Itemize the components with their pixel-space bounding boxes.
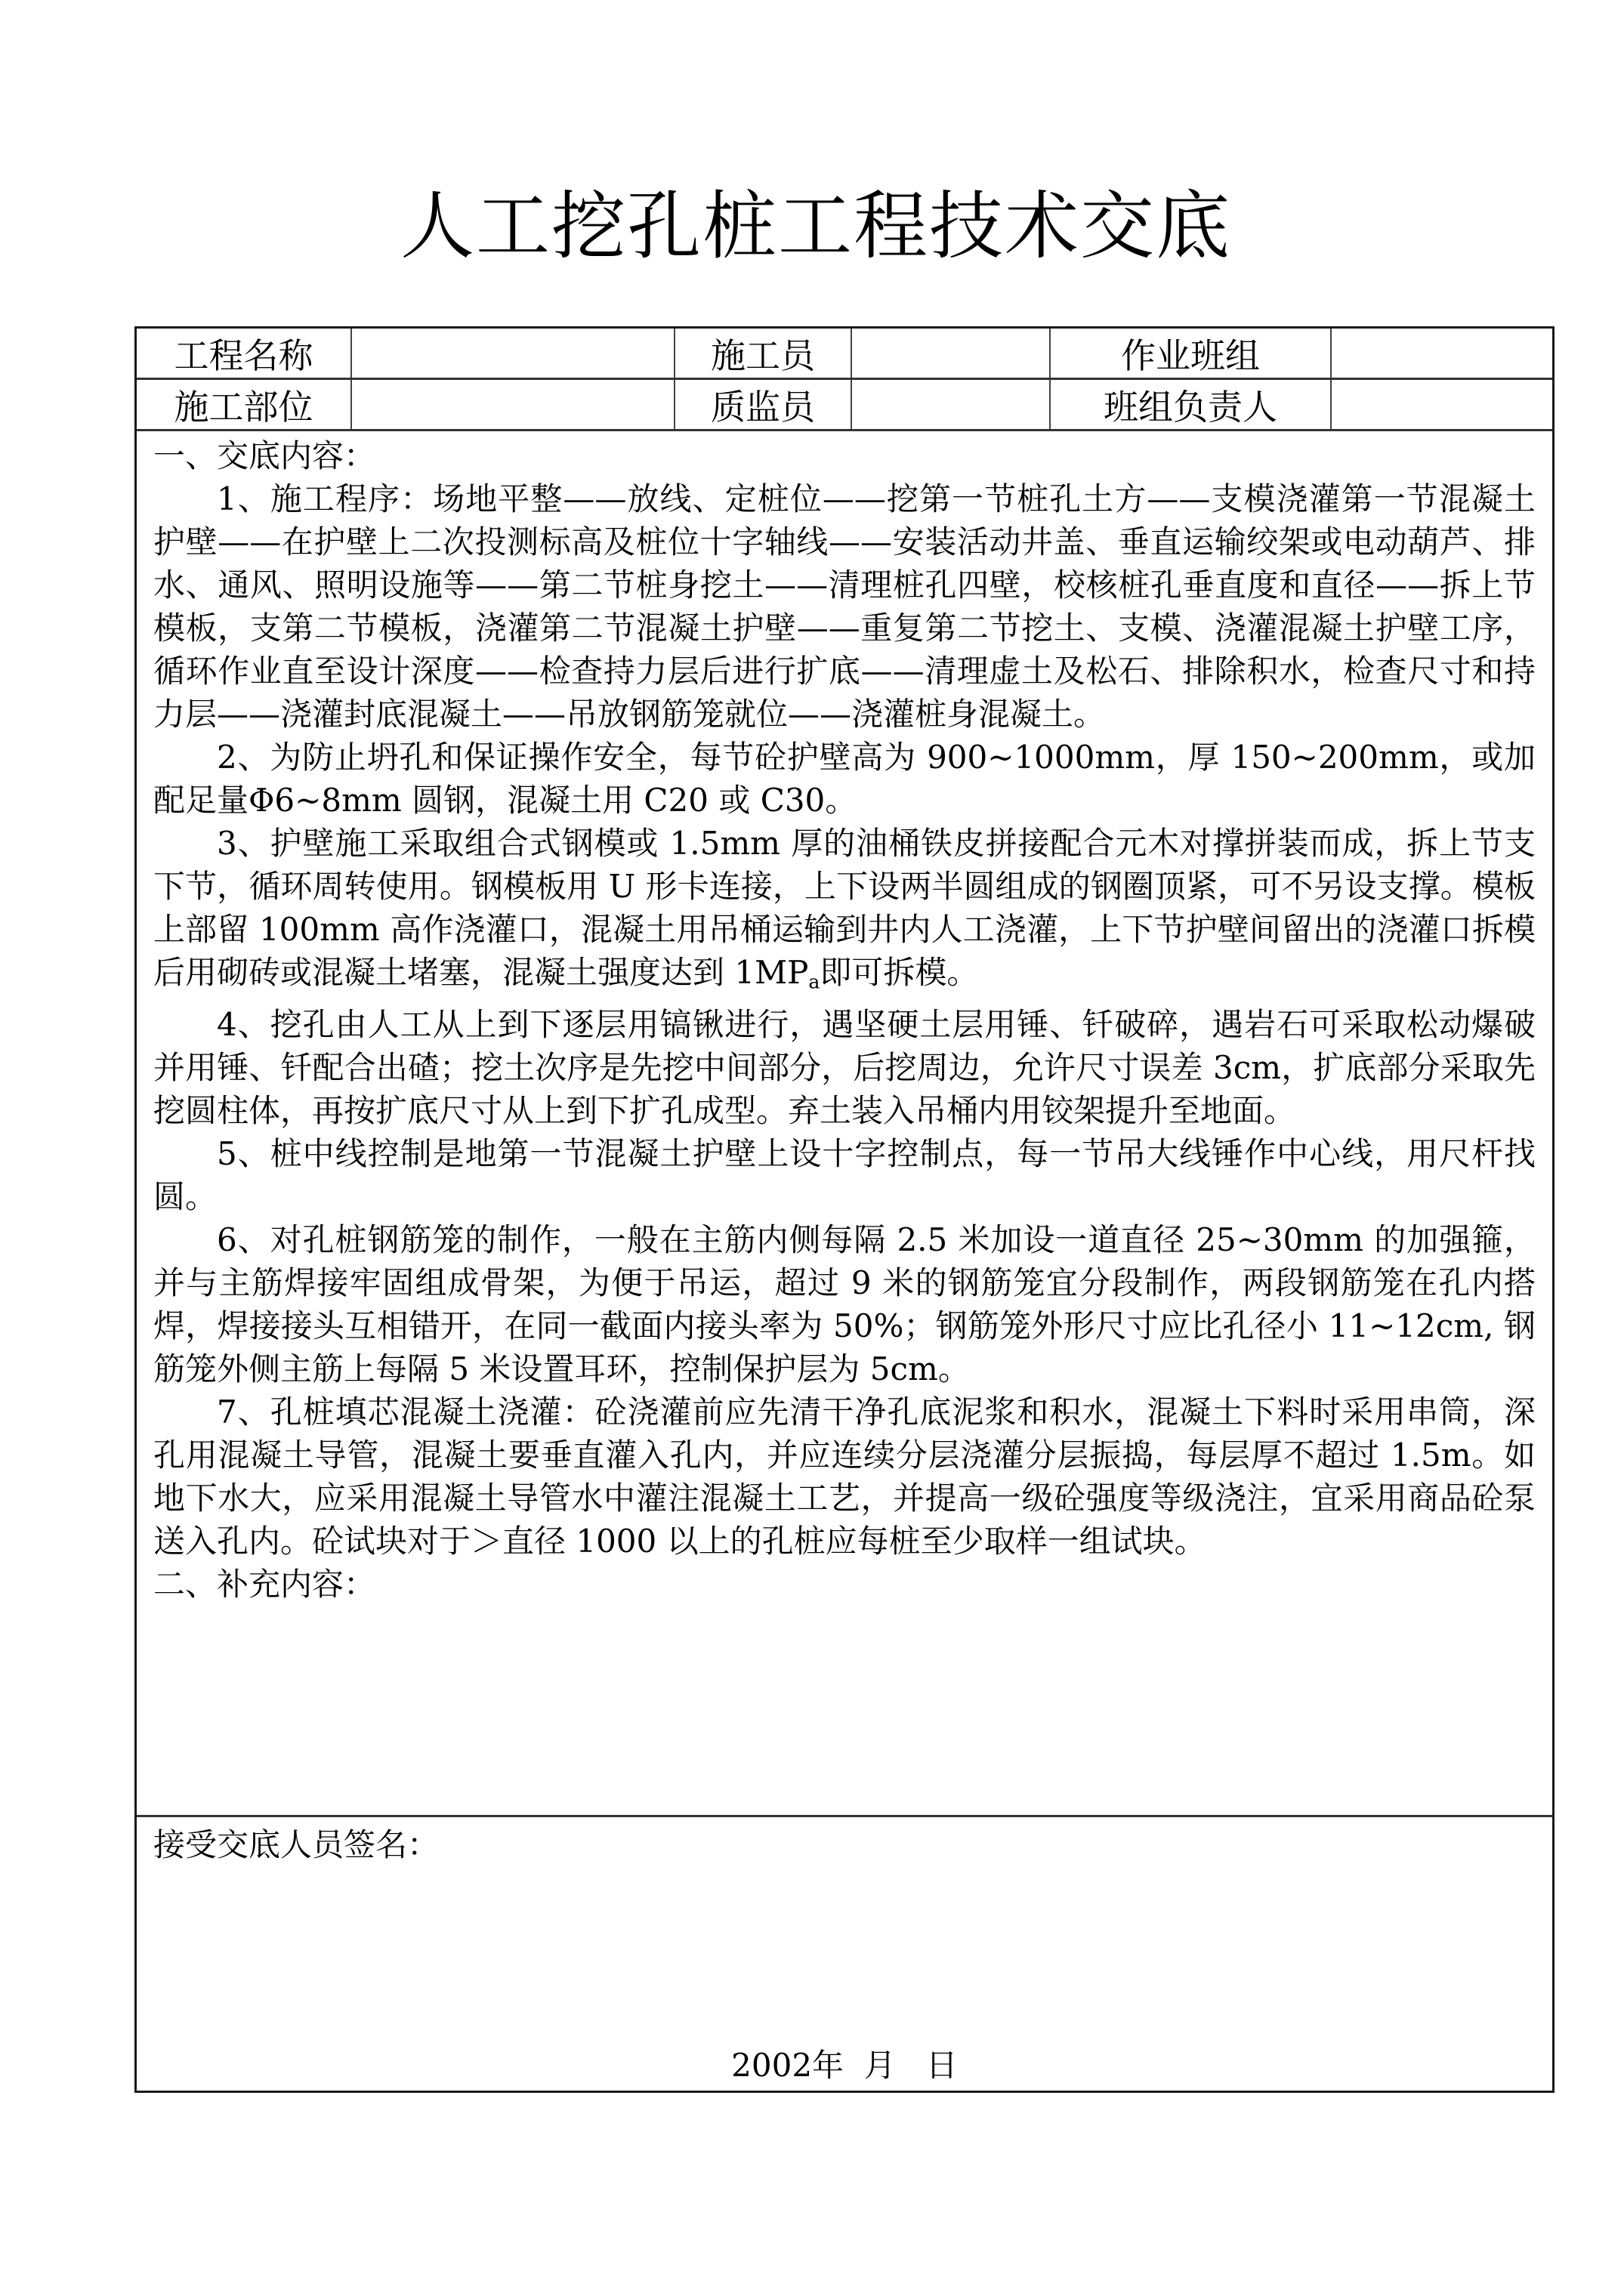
- header-row-1: [137, 329, 1552, 380]
- item-1-construction-procedure: 1、施工程序：场地平整——放线、定桩位——挖第一节桩孔土方——支模浇灌第一节混凝土护壁——在护壁上二次投测标高及桩位十字轴线——安装活动井盖、垂直运输绞架或电动葫芦、排水、通风、照明设施等——第二节桩身挖土——清理桩孔四壁，校核桩孔垂直度和直径——拆上节模板，支第二节模板，浇灌第二节混凝土护壁——重复第二节挖土、支模、浇灌混凝土护壁工序，循环作业直至设计深度——检查持力层后进行扩底——清理虚土及松石、排除积水，检查尺寸和持力层——浇灌封底混凝土——吊放钢筋笼就位——浇灌桩身混凝土。: [153, 480, 1536, 733]
- quality-inspector-field[interactable]: [852, 380, 1051, 429]
- construction-location-label: 施工部位: [137, 380, 352, 429]
- item-3-text-end: 即可拆模。: [820, 954, 979, 991]
- signature-label: 接受交底人员签名：: [153, 1826, 440, 1863]
- item-2-retaining-wall-spec: 2、为防止坍孔和保证操作安全，每节砼护壁高为 900~1000mm，厚 150~200mm，或加配足量Φ6~8mm 圆钢，混凝土用 C20 或 C30。: [153, 739, 1536, 819]
- project-name-field[interactable]: [352, 329, 675, 378]
- document-title: 人工挖孔桩工程技术交底: [400, 184, 1232, 270]
- disclosure-form-table: [134, 326, 1555, 2093]
- signature-area[interactable]: [153, 1866, 1536, 2017]
- disclosure-content-section: [137, 431, 1552, 1817]
- constructor-label: 施工员: [675, 329, 852, 378]
- item-6-rebar-cage: 6、对孔桩钢筋笼的制作，一般在主筋内侧每隔 2.5 米加设一道直径 25~30mm 的加强箍，并与主筋焊接牢固组成骨架，为便于吊运，超过 9 米的钢筋笼宜分段制作，两段钢筋笼在孔内搭焊，焊接接头互相错开，在同一截面内接头率为 50%；钢筋笼外形尺寸应比孔径小 11~12cm, 钢筋笼外侧主筋上每隔 5 米设置耳环，控制保护层为 5cm。: [153, 1221, 1536, 1388]
- header-row-2: [137, 380, 1552, 431]
- work-team-label: 作业班组: [1051, 329, 1332, 378]
- item-4-excavation: 4、挖孔由人工从上到下逐层用镐锹进行，遇坚硬土层用锤、钎破碎，遇岩石可采取松动爆破并用锤、钎配合出碴；挖土次序是先挖中间部分，后挖周边，允许尺寸误差 3cm，扩底部分采取先挖圆柱体，再按扩底尺寸从上到下扩孔成型。弃土装入吊桶内用铰架提升至地面。: [153, 1006, 1536, 1130]
- supplementary-content-area[interactable]: [153, 1606, 1536, 1832]
- signature-section: [137, 1817, 1552, 2093]
- item-3-formwork: [153, 822, 1536, 1003]
- quality-inspector-label: 质监员: [675, 380, 852, 429]
- team-leader-label: 班组负责人: [1051, 380, 1332, 429]
- signature-date: 2002年 月 日: [731, 2047, 958, 2084]
- team-leader-field[interactable]: [1332, 380, 1555, 429]
- item-7-concrete-pouring: 7、孔桩填芯混凝土浇灌：砼浇灌前应先清干净孔底泥浆和积水，混凝土下料时采用串筒，深孔用混凝土导管，混凝土要垂直灌入孔内，并应连续分层浇灌分层振捣，每层厚不超过 1.5m。如地下水大，应采用混凝土导管水中灌注混凝土工艺，并提高一级砼强度等级浇注，宜采用商品砼泵送入孔内。砼试块对于＞直径 1000 以上的孔桩应每桩至少取样一组试块。: [153, 1393, 1536, 1560]
- constructor-field[interactable]: [852, 329, 1051, 378]
- item-3-subscript: a: [808, 971, 820, 993]
- section-2-heading: 二、补充内容：: [153, 1566, 376, 1603]
- work-team-field[interactable]: [1332, 329, 1555, 378]
- section-1-heading: 一、交底内容：: [153, 437, 376, 474]
- project-name-label: 工程名称: [137, 329, 352, 378]
- item-5-centerline-control: 5、桩中线控制是地第一节混凝土护壁上设十字控制点，每一节吊大线锤作中心线，用尺杆找圆。: [153, 1135, 1536, 1216]
- item-3-text: 3、护壁施工采取组合式钢模或 1.5mm 厚的油桶铁皮拼接配合元木对撑拼装而成，拆上节支下节，循环周转使用。钢模板用 U 形卡连接，上下设两半圆组成的钢圈顶紧，可不另设支撑。模板上部留 100mm 高作浇灌口，混凝土用吊桶运输到井内人工浇灌，上下节护壁间留出的浇灌口拆模后用砌砖或混凝土堵塞，混凝土强度达到 1MP: [153, 825, 1536, 991]
- construction-location-field[interactable]: [352, 380, 675, 429]
